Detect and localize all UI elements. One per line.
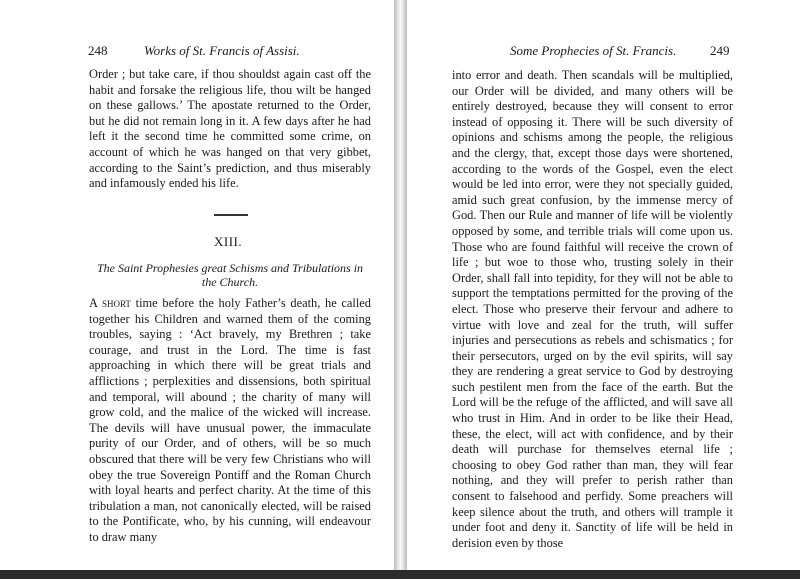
- left-paragraph-continued: [89, 67, 371, 192]
- book-gutter: [394, 0, 407, 579]
- right-running-head: Some Prophecies of St. Francis.: [510, 43, 677, 58]
- left-page: [0, 0, 394, 570]
- chapter-number: XIII.: [214, 234, 243, 249]
- paragraph-text: Order ; but take care, if thou shouldst again cast off the habit and forsake the religious life, thou wilt be hanged on these gallows.’ The apostate returned to the Order, but he did not remain long in it. A few days after he had left it the second time he committed some crime, on account of which he was hanged on that very gibbet, according to the Saint’s prediction, and thus miserably and infamously ended his life.: [89, 67, 371, 191]
- paragraph-text: into error and death. Then scandals will be multiplied, our Order will be divided, and many others will be entirely destroyed, because they will consent to error instead of opposing it. There will be such diversity of opinions and schisms among the people, the religious and the clergy, that, except those days were shortened, according to the words of the Gospel, even the elect would be led into error, were they not specially guided, amid such great confusion, by the immense mercy of God. Then our Rule and manner of life will be violently opposed by some, and terrible trials will come upon us. Those who are found faithful will receive the crown of life ; but woe to those who, trusting solely in their Order, shall fall into tepidity, for they will not be able to support the temptations permitted for the proving of the elect. Those who preserve their fervour and adhere to virtue with love and zeal for the truth, will suffer injuries and persecutions as rebels and schismatics ; for their persecutors, urged on by the evil spirits, will say they are rendering a great service to God by destroying such pestilent men from the face of the earth. But the Lord will be the refuge of the afflicted, and will save all who trust in Him. And in order to be like their Head, these, the elect, will act with confidence, and by their death will purchase for themselves eternal life ; choosing to obey God rather than man, they will fear nothing, and they will prefer to perish rather than consent to falsehood and perfidy. Some preachers will keep silence about the truth, and others will trample it under foot and deny it. Sanctity of life will be held in derision even by those: [452, 68, 733, 550]
- left-page-number: 248: [88, 43, 108, 58]
- right-page-number: 249: [710, 43, 730, 58]
- right-paragraph: [452, 68, 733, 551]
- opening-small-caps: A short: [89, 296, 131, 310]
- right-page: [407, 0, 800, 570]
- chapter-title: The Saint Prophesies great Schisms and Tribulations in the Church.: [96, 261, 364, 289]
- bottom-bar: [0, 570, 800, 579]
- section-divider: [214, 214, 248, 216]
- left-running-head: Works of St. Francis of Assisi.: [144, 43, 300, 58]
- left-paragraph-main: [89, 296, 371, 546]
- paragraph-text: time before the holy Father’s death, he called together his Children and warned them of the coming troubles, saying : ‘Act bravely, my Brethren ; take courage, and trust in the Lord. The time is fast approaching in which there will be great trials and afflictions ; perplexities and dissensions, both spiritual and temporal, will abound ; the charity of many will grow cold, and the malice of the wicked will increase. The devils will have unusual power, the immaculate purity of our Order, and of others, will be so much obscured that there will be very few Christians who will obey the true Sovereign Pontiff and the Roman Church with loyal hearts and perfect charity. At the time of this tribulation a man, not canonically elected, will be raised to the Pontificate, who, by his cunning, will endeavour to draw many: [89, 296, 371, 544]
